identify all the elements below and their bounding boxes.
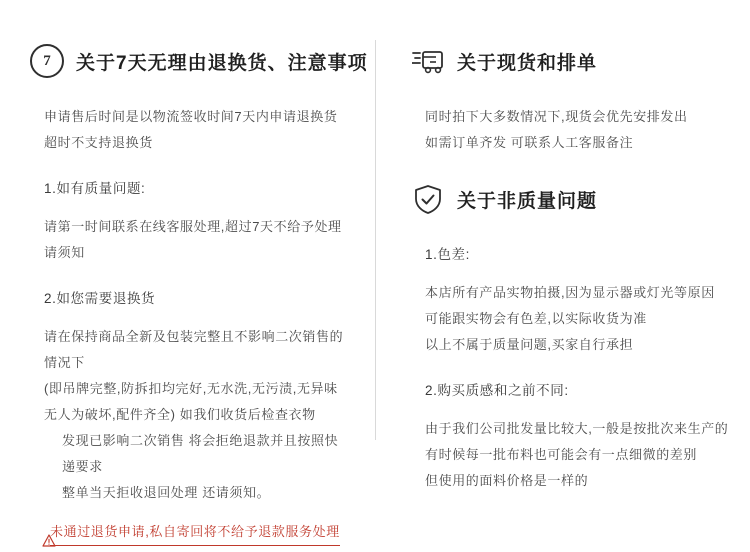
return-request-line-5: 整单当天拒收退回处理 还请须知。: [62, 485, 271, 500]
shield-check-icon: [411, 182, 445, 216]
return-request-line-4: 发现已影响二次销售 将会拒绝退款并且按照快递要求: [62, 433, 339, 474]
return-intro-line-1: 申请售后时间是以物流签收时间7天内申请退换货: [44, 109, 338, 124]
texture-difference-line-3: 但使用的面料价格是一样的: [425, 473, 589, 488]
return-request-line-1: 请在保持商品全新及包装完整且不影响二次销售的情况下: [44, 329, 344, 370]
left-column: [0, 0, 375, 539]
stock-line-2: 如需订单齐发 可联系人工客服备注: [425, 135, 634, 150]
stock-shipping-body: [411, 104, 730, 156]
right-column: [375, 0, 750, 488]
stock-line-1: 同时拍下大多数情况下,现货会优先安排发出: [425, 109, 688, 124]
non-quality-body: [411, 242, 730, 494]
section-title-non-quality: 关于非质量问题: [457, 190, 598, 212]
circle-seven-icon: [30, 44, 64, 78]
column-divider: [375, 40, 376, 440]
quality-issue-body: 请第一时间联系在线客服处理,超过7天不给予处理请须知: [44, 219, 342, 260]
delivery-truck-icon: [411, 44, 445, 78]
return-intro-line-2: 超时不支持退换货: [44, 135, 153, 150]
color-difference-line-1: 本店所有产品实物拍摄,因为显示器或灯光等原因: [425, 285, 715, 300]
section-heading-stock-shipping: [411, 44, 730, 78]
section-title-stock-shipping: 关于现货和排单: [457, 52, 598, 74]
return-request-title: 2.如您需要退换货: [44, 291, 156, 306]
section-title-return-policy: 关于7天无理由退换货、注意事项: [76, 52, 368, 74]
texture-difference-title: 2.购买质感和之前不同:: [425, 383, 569, 398]
section-heading-non-quality: [411, 182, 730, 216]
circle-seven-icon-label: 7: [30, 44, 64, 78]
return-policy-body: [30, 104, 349, 506]
quality-issue-title: 1.如有质量问题:: [44, 181, 146, 196]
texture-difference-line-1: 由于我们公司批发量比较大,一般是按批次来生产的: [425, 421, 729, 436]
return-warning-text: 未通过退货申请,私自寄回将不给予退款服务处理: [50, 522, 340, 546]
texture-difference-line-2: 有时候每一批布料也可能会有一点细微的差别: [425, 447, 698, 462]
color-difference-title: 1.色差:: [425, 247, 471, 262]
return-warning: [30, 522, 349, 546]
return-request-line-3: 无人为破坏,配件齐全) 如我们收货后检查衣物: [44, 407, 316, 422]
return-request-line-2: (即吊牌完整,防拆扣均完好,无水洗,无污渍,无异味: [44, 381, 338, 396]
color-difference-line-3: 以上不属于质量问题,买家自行承担: [425, 337, 634, 352]
color-difference-line-2: 可能跟实物会有色差,以实际收货为准: [425, 311, 647, 326]
section-heading-return-policy: [30, 44, 368, 78]
